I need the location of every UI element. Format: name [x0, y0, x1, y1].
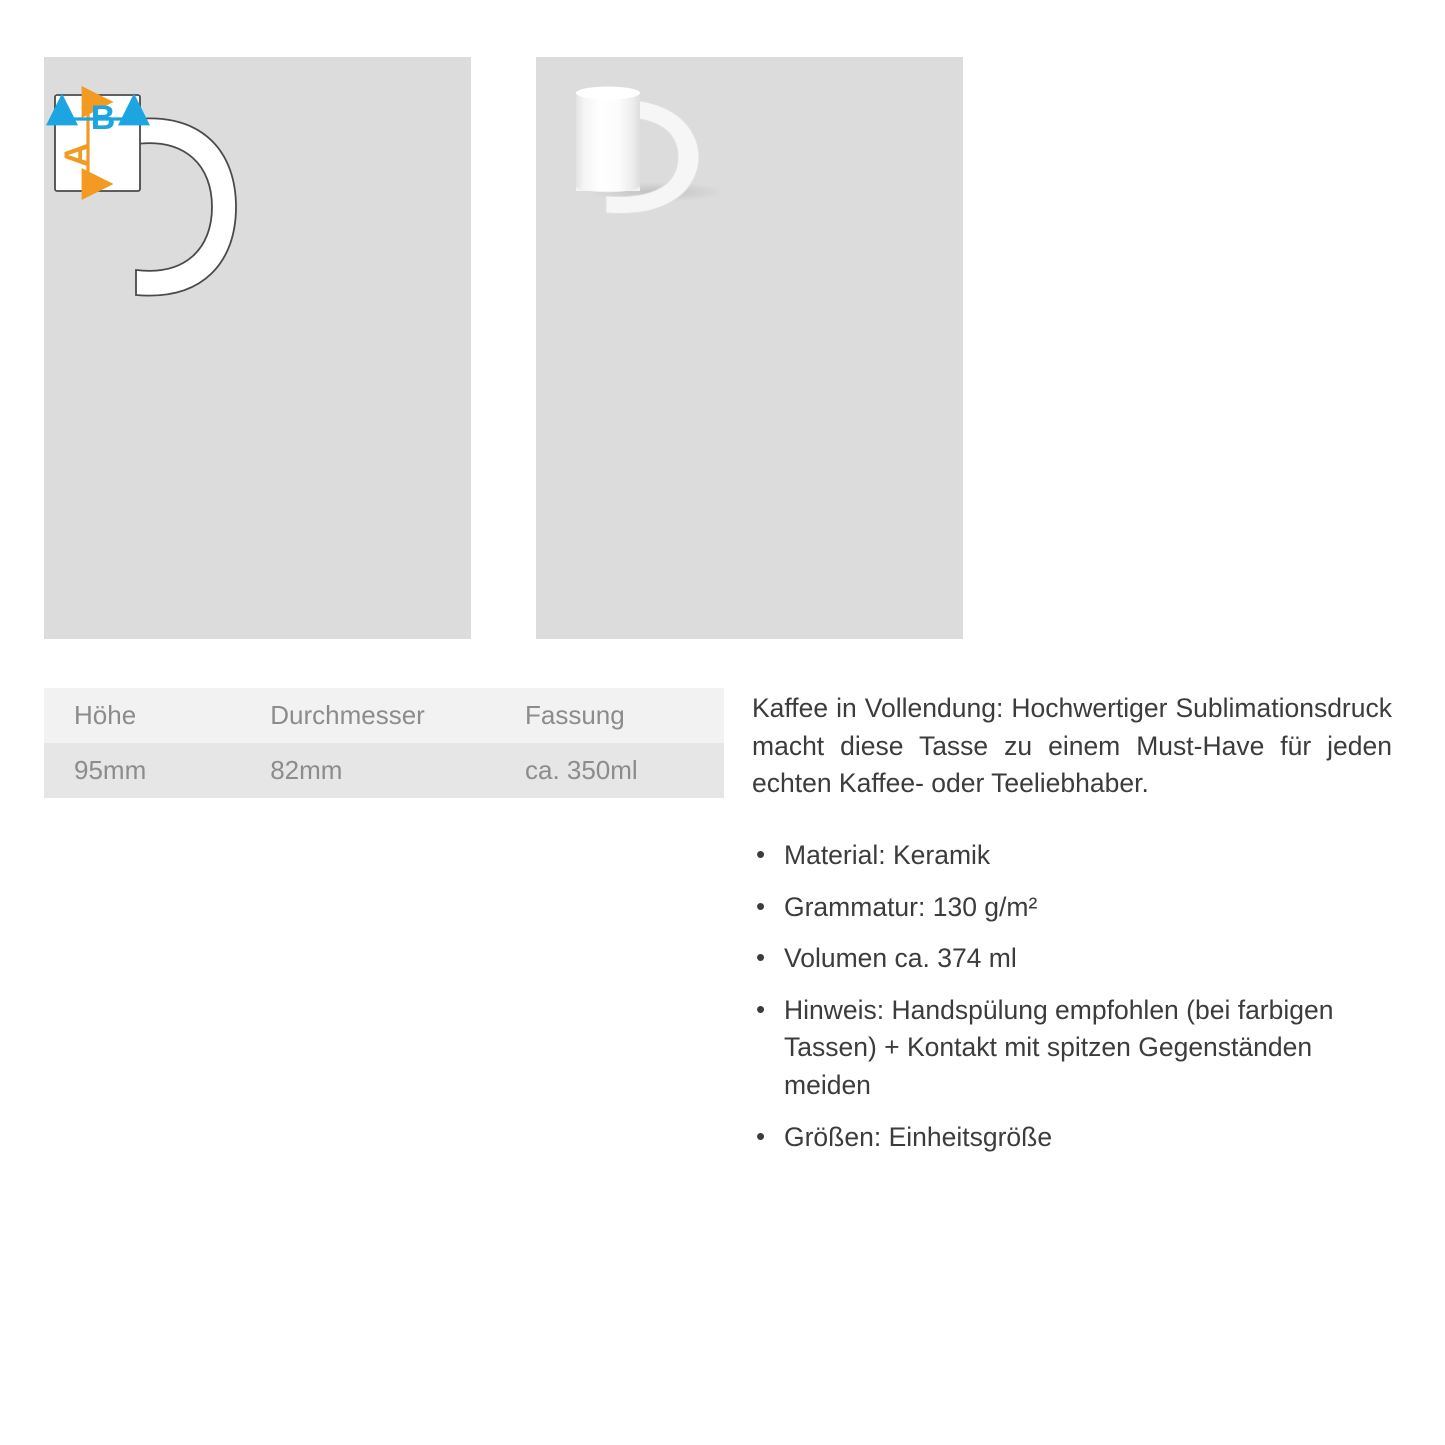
value-diameter: 82mm [240, 743, 495, 798]
list-item [752, 1119, 1392, 1157]
specification-table [44, 688, 724, 798]
product-image-panels [44, 57, 964, 639]
value-capacity: ca. 350ml [495, 743, 724, 798]
header-capacity: Fassung [495, 688, 724, 743]
list-item [752, 889, 1392, 927]
bullet-icon: • [756, 1120, 766, 1151]
feature-grammatur: Grammatur: 130 g/m² [784, 891, 1038, 922]
bullet-icon: • [756, 942, 766, 973]
description-paragraph: Kaffee in Vollendung: Hochwertiger Sublimationsdruck macht diese Tasse zu einem Must-Have für jeden echten Kaffee- oder Teeliebhaber. [752, 693, 1392, 799]
header-diameter: Durchmesser [240, 688, 495, 743]
bullet-icon: • [756, 993, 766, 1024]
feature-hinweis: Hinweis: Handspülung empfohlen (bei farbigen Tassen) + Kontakt mit spitzen Gegenständen meiden [784, 994, 1334, 1100]
bullet-icon: • [756, 838, 766, 869]
product-description [752, 690, 1392, 1170]
feature-material: Material: Keramik [784, 839, 991, 870]
mug-rim [576, 87, 640, 100]
mug-handle [136, 118, 236, 295]
feature-sizes: Größen: Einheitsgröße [784, 1121, 1053, 1152]
value-height: 95mm [44, 743, 240, 798]
mug-photo-body [576, 93, 640, 191]
width-letter-label: B [90, 99, 116, 137]
table-header-row [44, 688, 724, 743]
mug-photo [536, 57, 963, 639]
header-height: Höhe [44, 688, 240, 743]
list-item [752, 837, 1392, 875]
feature-list [752, 837, 1392, 1156]
height-letter-label: A [58, 142, 96, 168]
technical-drawing-panel [44, 57, 471, 639]
feature-volume: Volumen ca. 374 ml [784, 943, 1017, 974]
list-item [752, 992, 1392, 1105]
mug-technical-drawing [44, 57, 471, 639]
mug-photo-panel [536, 57, 963, 639]
bullet-icon: • [756, 890, 766, 921]
table-row [44, 743, 724, 798]
list-item [752, 940, 1392, 978]
